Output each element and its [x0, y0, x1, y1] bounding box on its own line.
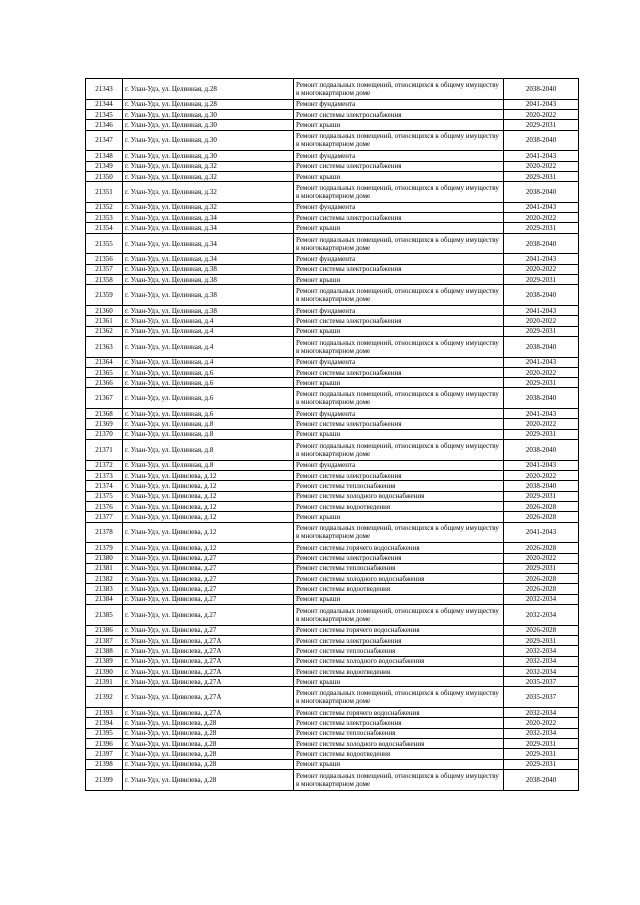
row-work-type: Ремонт системы холодного водоснабжения [294, 739, 504, 749]
row-work-type: Ремонт системы теплоснабжения [294, 646, 504, 656]
table-row [86, 656, 579, 666]
row-address: г. Улан-Удэ, ул. Целинная, д.6 [123, 367, 294, 377]
row-work-type: Ремонт крыши [294, 512, 504, 522]
table-row [86, 543, 579, 553]
row-address: г. Улан-Удэ, ул. Цивилева, д.12 [123, 522, 294, 543]
row-address: г. Улан-Удэ, ул. Целинная, д.38 [123, 275, 294, 285]
row-number: 21392 [86, 687, 123, 708]
row-number: 21383 [86, 584, 123, 594]
row-address: г. Улан-Удэ, ул. Целинная, д.32 [123, 171, 294, 181]
row-work-type: Ремонт фундамента [294, 306, 504, 316]
row-work-type: Ремонт фундамента [294, 254, 504, 264]
row-number: 21378 [86, 522, 123, 543]
row-work-type: Ремонт системы электроснабжения [294, 213, 504, 223]
row-number: 21357 [86, 264, 123, 274]
row-number: 21345 [86, 109, 123, 119]
row-period: 2038-2040 [504, 769, 579, 790]
row-work-type: Ремонт системы холодного водоснабжения [294, 491, 504, 501]
row-period: 2026-2028 [504, 512, 579, 522]
row-work-type: Ремонт подвальных помещений, относящихся к общему имуществу в многоквартирном доме [294, 440, 504, 461]
row-number: 21348 [86, 151, 123, 161]
row-number: 21386 [86, 625, 123, 635]
row-number: 21396 [86, 739, 123, 749]
row-address: г. Улан-Удэ, ул. Цивилева, д.27А [123, 666, 294, 676]
row-number: 21368 [86, 409, 123, 419]
row-address: г. Улан-Удэ, ул. Цивилева, д.12 [123, 543, 294, 553]
row-number: 21343 [86, 79, 123, 100]
row-number: 21363 [86, 336, 123, 357]
table-row [86, 264, 579, 274]
row-period: 2041-2043 [504, 254, 579, 264]
table-row [86, 285, 579, 306]
row-work-type: Ремонт фундамента [294, 357, 504, 367]
row-work-type: Ремонт фундамента [294, 202, 504, 212]
row-work-type: Ремонт системы теплоснабжения [294, 728, 504, 738]
table-row [86, 202, 579, 212]
row-period: 2038-2040 [504, 336, 579, 357]
row-number: 21353 [86, 213, 123, 223]
row-period: 2026-2028 [504, 625, 579, 635]
row-number: 21359 [86, 285, 123, 306]
row-period: 2032-2034 [504, 728, 579, 738]
table-row [86, 769, 579, 790]
row-address: г. Улан-Удэ, ул. Целинная, д.32 [123, 161, 294, 171]
row-number: 21350 [86, 171, 123, 181]
row-number: 21354 [86, 223, 123, 233]
row-number: 21373 [86, 471, 123, 481]
row-number: 21346 [86, 120, 123, 130]
row-period: 2038-2040 [504, 440, 579, 461]
row-work-type: Ремонт подвальных помещений, относящихся к общему имуществу в многоквартирном доме [294, 687, 504, 708]
row-address: г. Улан-Удэ, ул. Целинная, д.34 [123, 223, 294, 233]
row-period: 2038-2040 [504, 388, 579, 409]
row-number: 21372 [86, 460, 123, 470]
row-period: 2041-2043 [504, 99, 579, 109]
table-row [86, 109, 579, 119]
row-number: 21379 [86, 543, 123, 553]
table-row [86, 739, 579, 749]
table-row [86, 491, 579, 501]
table-row [86, 275, 579, 285]
row-work-type: Ремонт подвальных помещений, относящихся к общему имуществу в многоквартирном доме [294, 769, 504, 790]
row-number: 21384 [86, 594, 123, 604]
row-work-type: Ремонт системы водоотведения [294, 749, 504, 759]
row-work-type: Ремонт системы электроснабжения [294, 264, 504, 274]
row-work-type: Ремонт фундамента [294, 151, 504, 161]
row-work-type: Ремонт подвальных помещений, относящихся к общему имуществу в многоквартирном доме [294, 233, 504, 254]
row-period: 2035-2037 [504, 687, 579, 708]
row-address: г. Улан-Удэ, ул. Целинная, д.34 [123, 254, 294, 264]
row-period: 2020-2022 [504, 471, 579, 481]
table-row [86, 749, 579, 759]
row-address: г. Улан-Удэ, ул. Целинная, д.30 [123, 109, 294, 119]
row-period: 2029-2031 [504, 491, 579, 501]
table-row [86, 584, 579, 594]
table-row [86, 708, 579, 718]
row-period: 2041-2043 [504, 306, 579, 316]
row-number: 21377 [86, 512, 123, 522]
row-number: 21375 [86, 491, 123, 501]
row-number: 21389 [86, 656, 123, 666]
row-number: 21399 [86, 769, 123, 790]
row-work-type: Ремонт крыши [294, 275, 504, 285]
row-address: г. Улан-Удэ, ул. Цивилева, д.27 [123, 584, 294, 594]
row-work-type: Ремонт подвальных помещений, относящихся к общему имуществу в многоквартирном доме [294, 388, 504, 409]
row-address: г. Улан-Удэ, ул. Целинная, д.8 [123, 460, 294, 470]
table-row [86, 501, 579, 511]
table-row [86, 646, 579, 656]
row-work-type: Ремонт системы теплоснабжения [294, 481, 504, 491]
row-address: г. Улан-Удэ, ул. Целинная, д.32 [123, 182, 294, 203]
row-address: г. Улан-Удэ, ул. Цивилева, д.27А [123, 677, 294, 687]
row-address: г. Улан-Удэ, ул. Целинная, д.30 [123, 151, 294, 161]
row-period: 2032-2034 [504, 656, 579, 666]
table-row [86, 440, 579, 461]
table-row [86, 553, 579, 563]
row-period: 2029-2031 [504, 749, 579, 759]
row-work-type: Ремонт системы электроснабжения [294, 316, 504, 326]
row-period: 2038-2040 [504, 285, 579, 306]
row-period: 2020-2022 [504, 264, 579, 274]
row-address: г. Улан-Удэ, ул. Цивилева, д.27 [123, 574, 294, 584]
row-period: 2026-2028 [504, 584, 579, 594]
row-period: 2029-2031 [504, 378, 579, 388]
table-row [86, 161, 579, 171]
row-period: 2020-2022 [504, 161, 579, 171]
table-row [86, 625, 579, 635]
table-row [86, 388, 579, 409]
row-period: 2032-2034 [504, 604, 579, 625]
row-number: 21365 [86, 367, 123, 377]
table-row [86, 594, 579, 604]
row-work-type: Ремонт крыши [294, 378, 504, 388]
row-work-type: Ремонт крыши [294, 171, 504, 181]
row-period: 2041-2043 [504, 357, 579, 367]
table-row [86, 512, 579, 522]
table-row [86, 326, 579, 336]
table-row [86, 666, 579, 676]
row-number: 21360 [86, 306, 123, 316]
table-row [86, 759, 579, 769]
row-period: 2026-2028 [504, 543, 579, 553]
row-address: г. Улан-Удэ, ул. Цивилева, д.27 [123, 594, 294, 604]
row-number: 21374 [86, 481, 123, 491]
row-address: г. Улан-Удэ, ул. Целинная, д.32 [123, 202, 294, 212]
row-address: г. Улан-Удэ, ул. Цивилева, д.12 [123, 512, 294, 522]
row-work-type: Ремонт системы водоотведения [294, 584, 504, 594]
table-row [86, 254, 579, 264]
row-address: г. Улан-Удэ, ул. Целинная, д.34 [123, 213, 294, 223]
row-address: г. Улан-Удэ, ул. Цивилева, д.12 [123, 471, 294, 481]
row-period: 2038-2040 [504, 79, 579, 100]
row-address: г. Улан-Удэ, ул. Цивилева, д.27 [123, 563, 294, 573]
table-row [86, 120, 579, 130]
row-work-type: Ремонт крыши [294, 326, 504, 336]
row-number: 21358 [86, 275, 123, 285]
table-row [86, 151, 579, 161]
row-number: 21371 [86, 440, 123, 461]
row-work-type: Ремонт системы водоотведения [294, 501, 504, 511]
row-period: 2035-2037 [504, 677, 579, 687]
table-row [86, 233, 579, 254]
row-period: 2020-2022 [504, 553, 579, 563]
row-number: 21391 [86, 677, 123, 687]
row-period: 2026-2028 [504, 574, 579, 584]
row-work-type: Ремонт подвальных помещений, относящихся к общему имуществу в многоквартирном доме [294, 182, 504, 203]
row-period: 2041-2043 [504, 202, 579, 212]
row-address: г. Улан-Удэ, ул. Цивилева, д.28 [123, 739, 294, 749]
row-work-type: Ремонт системы холодного водоснабжения [294, 656, 504, 666]
table-row [86, 471, 579, 481]
row-number: 21398 [86, 759, 123, 769]
row-number: 21381 [86, 563, 123, 573]
row-period: 2029-2031 [504, 739, 579, 749]
row-work-type: Ремонт крыши [294, 223, 504, 233]
row-number: 21356 [86, 254, 123, 264]
table-row [86, 728, 579, 738]
row-period: 2032-2034 [504, 666, 579, 676]
row-work-type: Ремонт фундамента [294, 99, 504, 109]
row-period: 2029-2031 [504, 759, 579, 769]
row-number: 21395 [86, 728, 123, 738]
row-period: 2041-2043 [504, 522, 579, 543]
row-address: г. Улан-Удэ, ул. Целинная, д.28 [123, 79, 294, 100]
row-work-type: Ремонт системы электроснабжения [294, 471, 504, 481]
row-period: 2020-2022 [504, 213, 579, 223]
row-period: 2029-2031 [504, 120, 579, 130]
table-row [86, 522, 579, 543]
row-work-type: Ремонт системы электроснабжения [294, 161, 504, 171]
row-address: г. Улан-Удэ, ул. Цивилева, д.28 [123, 728, 294, 738]
row-number: 21369 [86, 419, 123, 429]
row-period: 2032-2034 [504, 646, 579, 656]
row-work-type: Ремонт системы электроснабжения [294, 553, 504, 563]
table-body [86, 79, 579, 791]
row-period: 2041-2043 [504, 460, 579, 470]
table-row [86, 182, 579, 203]
row-work-type: Ремонт системы электроснабжения [294, 419, 504, 429]
row-number: 21397 [86, 749, 123, 759]
row-period: 2029-2031 [504, 326, 579, 336]
row-number: 21388 [86, 646, 123, 656]
table-row [86, 563, 579, 573]
row-number: 21370 [86, 429, 123, 439]
row-address: г. Улан-Удэ, ул. Цивилева, д.27А [123, 708, 294, 718]
row-address: г. Улан-Удэ, ул. Цивилева, д.12 [123, 481, 294, 491]
row-period: 2032-2034 [504, 708, 579, 718]
row-address: г. Улан-Удэ, ул. Целинная, д.6 [123, 378, 294, 388]
row-work-type: Ремонт подвальных помещений, относящихся к общему имуществу в многоквартирном доме [294, 79, 504, 100]
row-number: 21376 [86, 501, 123, 511]
row-work-type: Ремонт системы электроснабжения [294, 635, 504, 645]
row-work-type: Ремонт подвальных помещений, относящихся к общему имуществу в многоквартирном доме [294, 522, 504, 543]
row-period: 2038-2040 [504, 481, 579, 491]
row-address: г. Улан-Удэ, ул. Целинная, д.8 [123, 440, 294, 461]
row-period: 2029-2031 [504, 635, 579, 645]
row-address: г. Улан-Удэ, ул. Целинная, д.38 [123, 264, 294, 274]
row-address: г. Улан-Удэ, ул. Цивилева, д.27А [123, 646, 294, 656]
row-work-type: Ремонт системы водоотведения [294, 666, 504, 676]
table-row [86, 99, 579, 109]
table-row [86, 336, 579, 357]
row-number: 21394 [86, 718, 123, 728]
row-address: г. Улан-Удэ, ул. Целинная, д.6 [123, 388, 294, 409]
row-address: г. Улан-Удэ, ул. Целинная, д.4 [123, 336, 294, 357]
row-number: 21361 [86, 316, 123, 326]
row-work-type: Ремонт крыши [294, 429, 504, 439]
row-address: г. Улан-Удэ, ул. Целинная, д.8 [123, 419, 294, 429]
table-row [86, 79, 579, 100]
row-number: 21387 [86, 635, 123, 645]
table-row [86, 677, 579, 687]
row-work-type: Ремонт фундамента [294, 460, 504, 470]
row-period: 2029-2031 [504, 429, 579, 439]
table-row [86, 419, 579, 429]
row-address: г. Улан-Удэ, ул. Целинная, д.28 [123, 99, 294, 109]
row-work-type: Ремонт системы горячего водоснабжения [294, 543, 504, 553]
row-work-type: Ремонт системы электроснабжения [294, 109, 504, 119]
row-work-type: Ремонт подвальных помещений, относящихся к общему имуществу в многоквартирном доме [294, 130, 504, 151]
row-number: 21351 [86, 182, 123, 203]
row-work-type: Ремонт подвальных помещений, относящихся к общему имуществу в многоквартирном доме [294, 285, 504, 306]
row-number: 21390 [86, 666, 123, 676]
table-row [86, 574, 579, 584]
row-address: г. Улан-Удэ, ул. Целинная, д.6 [123, 409, 294, 419]
table-row [86, 130, 579, 151]
row-work-type: Ремонт системы теплоснабжения [294, 563, 504, 573]
row-address: г. Улан-Удэ, ул. Целинная, д.4 [123, 357, 294, 367]
row-number: 21349 [86, 161, 123, 171]
row-period: 2020-2022 [504, 419, 579, 429]
row-period: 2020-2022 [504, 718, 579, 728]
row-number: 21380 [86, 553, 123, 563]
row-period: 2038-2040 [504, 182, 579, 203]
row-address: г. Улан-Удэ, ул. Цивилева, д.28 [123, 759, 294, 769]
row-address: г. Улан-Удэ, ул. Цивилева, д.28 [123, 718, 294, 728]
row-address: г. Улан-Удэ, ул. Цивилева, д.28 [123, 769, 294, 790]
table-row [86, 171, 579, 181]
row-address: г. Улан-Удэ, ул. Целинная, д.30 [123, 120, 294, 130]
row-number: 21366 [86, 378, 123, 388]
row-period: 2029-2031 [504, 223, 579, 233]
table-row [86, 223, 579, 233]
row-address: г. Улан-Удэ, ул. Цивилева, д.27А [123, 635, 294, 645]
row-period: 2020-2022 [504, 367, 579, 377]
row-period: 2038-2040 [504, 233, 579, 254]
row-address: г. Улан-Удэ, ул. Целинная, д.4 [123, 316, 294, 326]
row-work-type: Ремонт крыши [294, 677, 504, 687]
row-address: г. Улан-Удэ, ул. Цивилева, д.27А [123, 687, 294, 708]
row-number: 21367 [86, 388, 123, 409]
row-address: г. Улан-Удэ, ул. Цивилева, д.12 [123, 491, 294, 501]
row-number: 21362 [86, 326, 123, 336]
row-address: г. Улан-Удэ, ул. Цивилева, д.27 [123, 604, 294, 625]
table-row [86, 687, 579, 708]
row-number: 21385 [86, 604, 123, 625]
table-row [86, 429, 579, 439]
row-address: г. Улан-Удэ, ул. Цивилева, д.28 [123, 749, 294, 759]
row-period: 2026-2028 [504, 501, 579, 511]
row-work-type: Ремонт подвальных помещений, относящихся к общему имуществу в многоквартирном доме [294, 604, 504, 625]
row-work-type: Ремонт фундамента [294, 409, 504, 419]
row-address: г. Улан-Удэ, ул. Целинная, д.30 [123, 130, 294, 151]
table-row [86, 460, 579, 470]
table-row [86, 409, 579, 419]
row-period: 2029-2031 [504, 563, 579, 573]
row-address: г. Улан-Удэ, ул. Цивилева, д.27 [123, 553, 294, 563]
document-page [85, 78, 565, 791]
table-row [86, 306, 579, 316]
row-work-type: Ремонт системы горячего водоснабжения [294, 625, 504, 635]
row-address: г. Улан-Удэ, ул. Целинная, д.34 [123, 233, 294, 254]
row-period: 2020-2022 [504, 109, 579, 119]
table-row [86, 604, 579, 625]
row-period: 2041-2043 [504, 409, 579, 419]
row-number: 21382 [86, 574, 123, 584]
row-period: 2038-2040 [504, 130, 579, 151]
table-row [86, 357, 579, 367]
table-row [86, 718, 579, 728]
row-number: 21344 [86, 99, 123, 109]
row-period: 2032-2034 [504, 594, 579, 604]
table-row [86, 481, 579, 491]
row-address: г. Улан-Удэ, ул. Целинная, д.38 [123, 285, 294, 306]
row-work-type: Ремонт системы электроснабжения [294, 367, 504, 377]
row-address: г. Улан-Удэ, ул. Целинная, д.4 [123, 326, 294, 336]
row-address: г. Улан-Удэ, ул. Цивилева, д.27 [123, 625, 294, 635]
repair-schedule-table [85, 78, 579, 791]
row-address: г. Улан-Удэ, ул. Цивилева, д.27А [123, 656, 294, 666]
row-period: 2020-2022 [504, 316, 579, 326]
row-address: г. Улан-Удэ, ул. Целинная, д.8 [123, 429, 294, 439]
row-number: 21364 [86, 357, 123, 367]
row-work-type: Ремонт системы электроснабжения [294, 718, 504, 728]
row-period: 2029-2031 [504, 275, 579, 285]
row-number: 21352 [86, 202, 123, 212]
table-row [86, 378, 579, 388]
row-period: 2041-2043 [504, 151, 579, 161]
row-work-type: Ремонт подвальных помещений, относящихся к общему имуществу в многоквартирном доме [294, 336, 504, 357]
row-work-type: Ремонт системы холодного водоснабжения [294, 574, 504, 584]
row-number: 21393 [86, 708, 123, 718]
table-row [86, 316, 579, 326]
row-address: г. Улан-Удэ, ул. Целинная, д.38 [123, 306, 294, 316]
table-row [86, 213, 579, 223]
row-number: 21347 [86, 130, 123, 151]
row-period: 2029-2031 [504, 171, 579, 181]
row-work-type: Ремонт крыши [294, 120, 504, 130]
row-work-type: Ремонт крыши [294, 759, 504, 769]
table-row [86, 367, 579, 377]
table-row [86, 635, 579, 645]
row-address: г. Улан-Удэ, ул. Цивилева, д.12 [123, 501, 294, 511]
row-number: 21355 [86, 233, 123, 254]
row-work-type: Ремонт системы горячего водоснабжения [294, 708, 504, 718]
row-work-type: Ремонт крыши [294, 594, 504, 604]
